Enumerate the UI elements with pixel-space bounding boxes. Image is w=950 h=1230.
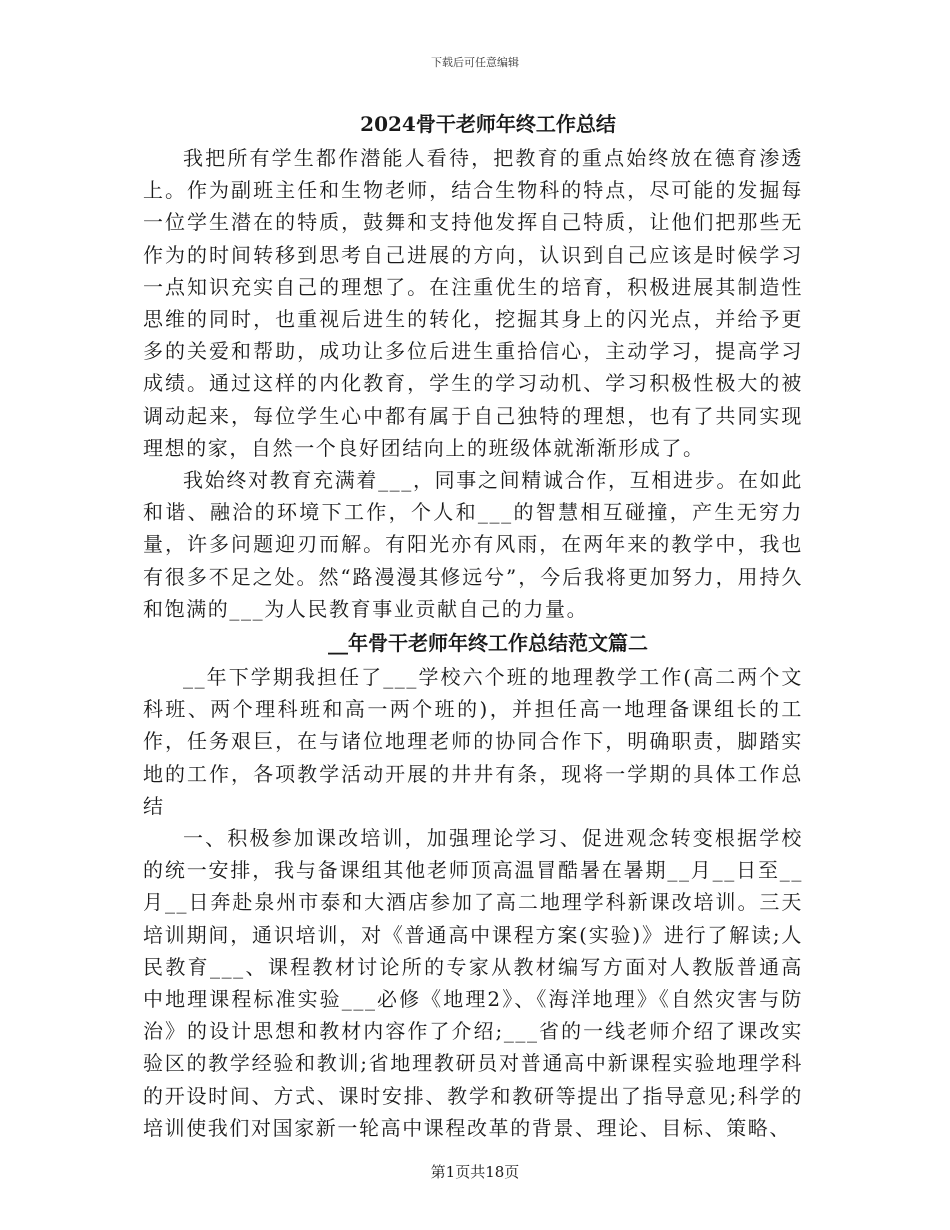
document-body (143, 106, 803, 1144)
paragraph-2: 我始终对教育充满着___，同事之间精诚合作，互相进步。在如此和谐、融洽的环境下工作，个人和___的智慧相互碰撞，产生无穷力量，许多问题迎刃而解。有阳光亦有风雨，在两年来的教学中，我也有很多不足之处。然“路漫漫其修远兮”，今后我将更加努力，用持久和饱满的___为人民教育事业贡献自己的力量。 (143, 468, 803, 621)
paragraph-1: 我把所有学生都作潜能人看待，把教育的重点始终放在德育渗透上。作为副班主任和生物老师，结合生物科的特点，尽可能的发掘每一位学生潜在的特质，鼓舞和支持他发挥自己特质，让他们把那些无作为的时间转移到思考自己进展的方向，认识到自己应该是时候学习一点知识充实自己的理想了。在注重优生的培育，积极进展其制造性思维的同时，也重视后进生的转化，挖掘其身上的闪光点，并给予更多的关爱和帮助，成功让多位后进生重拾信心，主动学习，提高学习成绩。通过这样的内化教育，学生的学习动机、学习积极性极大的被调动起来，每位学生心中都有属于自己独特的理想，也有了共同实现理想的家，自然一个良好团结向上的班级体就渐渐形成了。 (143, 146, 803, 460)
paragraph-3: __年下学期我担任了___学校六个班的地理教学工作(高二两个文科班、两个理科班和高一两个班的)，并担任高一地理备课组长的工作，任务艰巨，在与诸位地理老师的协同合作下，明确职责，脚踏实地的工作，各项教学活动开展的井井有条，现将一学期的具体工作总结 (143, 665, 803, 818)
section-title: __年骨干老师年终工作总结范文篇二 (328, 631, 648, 656)
header-note: 下载后可任意编辑 (431, 56, 519, 69)
paragraph-4: 一、积极参加课改培训，加强理论学习、促进观念转变根据学校的统一安排，我与备课组其他老师顶高温冒酷暑在暑期__月__日至__月__日奔赴泉州市泰和大酒店参加了高二地理学科新课改培训。三天培训期间，通识培训，对《普通高中课程方案(实验)》进行了解读;人民教育___、课程教材讨论所的专家从教材编写方面对人教版普通高中地理课程标准实验___必修《地理2》、《海洋地理》《自然灾害与防治》的设计思想和教材内容作了介绍;___省的一线老师介绍了课改实验区的教学经验和教训;省地理教研员对普通高中新课程实验地理学科的开设时间、方式、课时安排、教学和教研等提出了指导意见;科学的培训使我们对国家新一轮高中课程改革的背景、理论、目标、策略、 (143, 826, 803, 1140)
document-title: 2024骨干老师年终工作总结 (360, 112, 616, 136)
page-indicator: 第1页共18页 (430, 1163, 520, 1181)
